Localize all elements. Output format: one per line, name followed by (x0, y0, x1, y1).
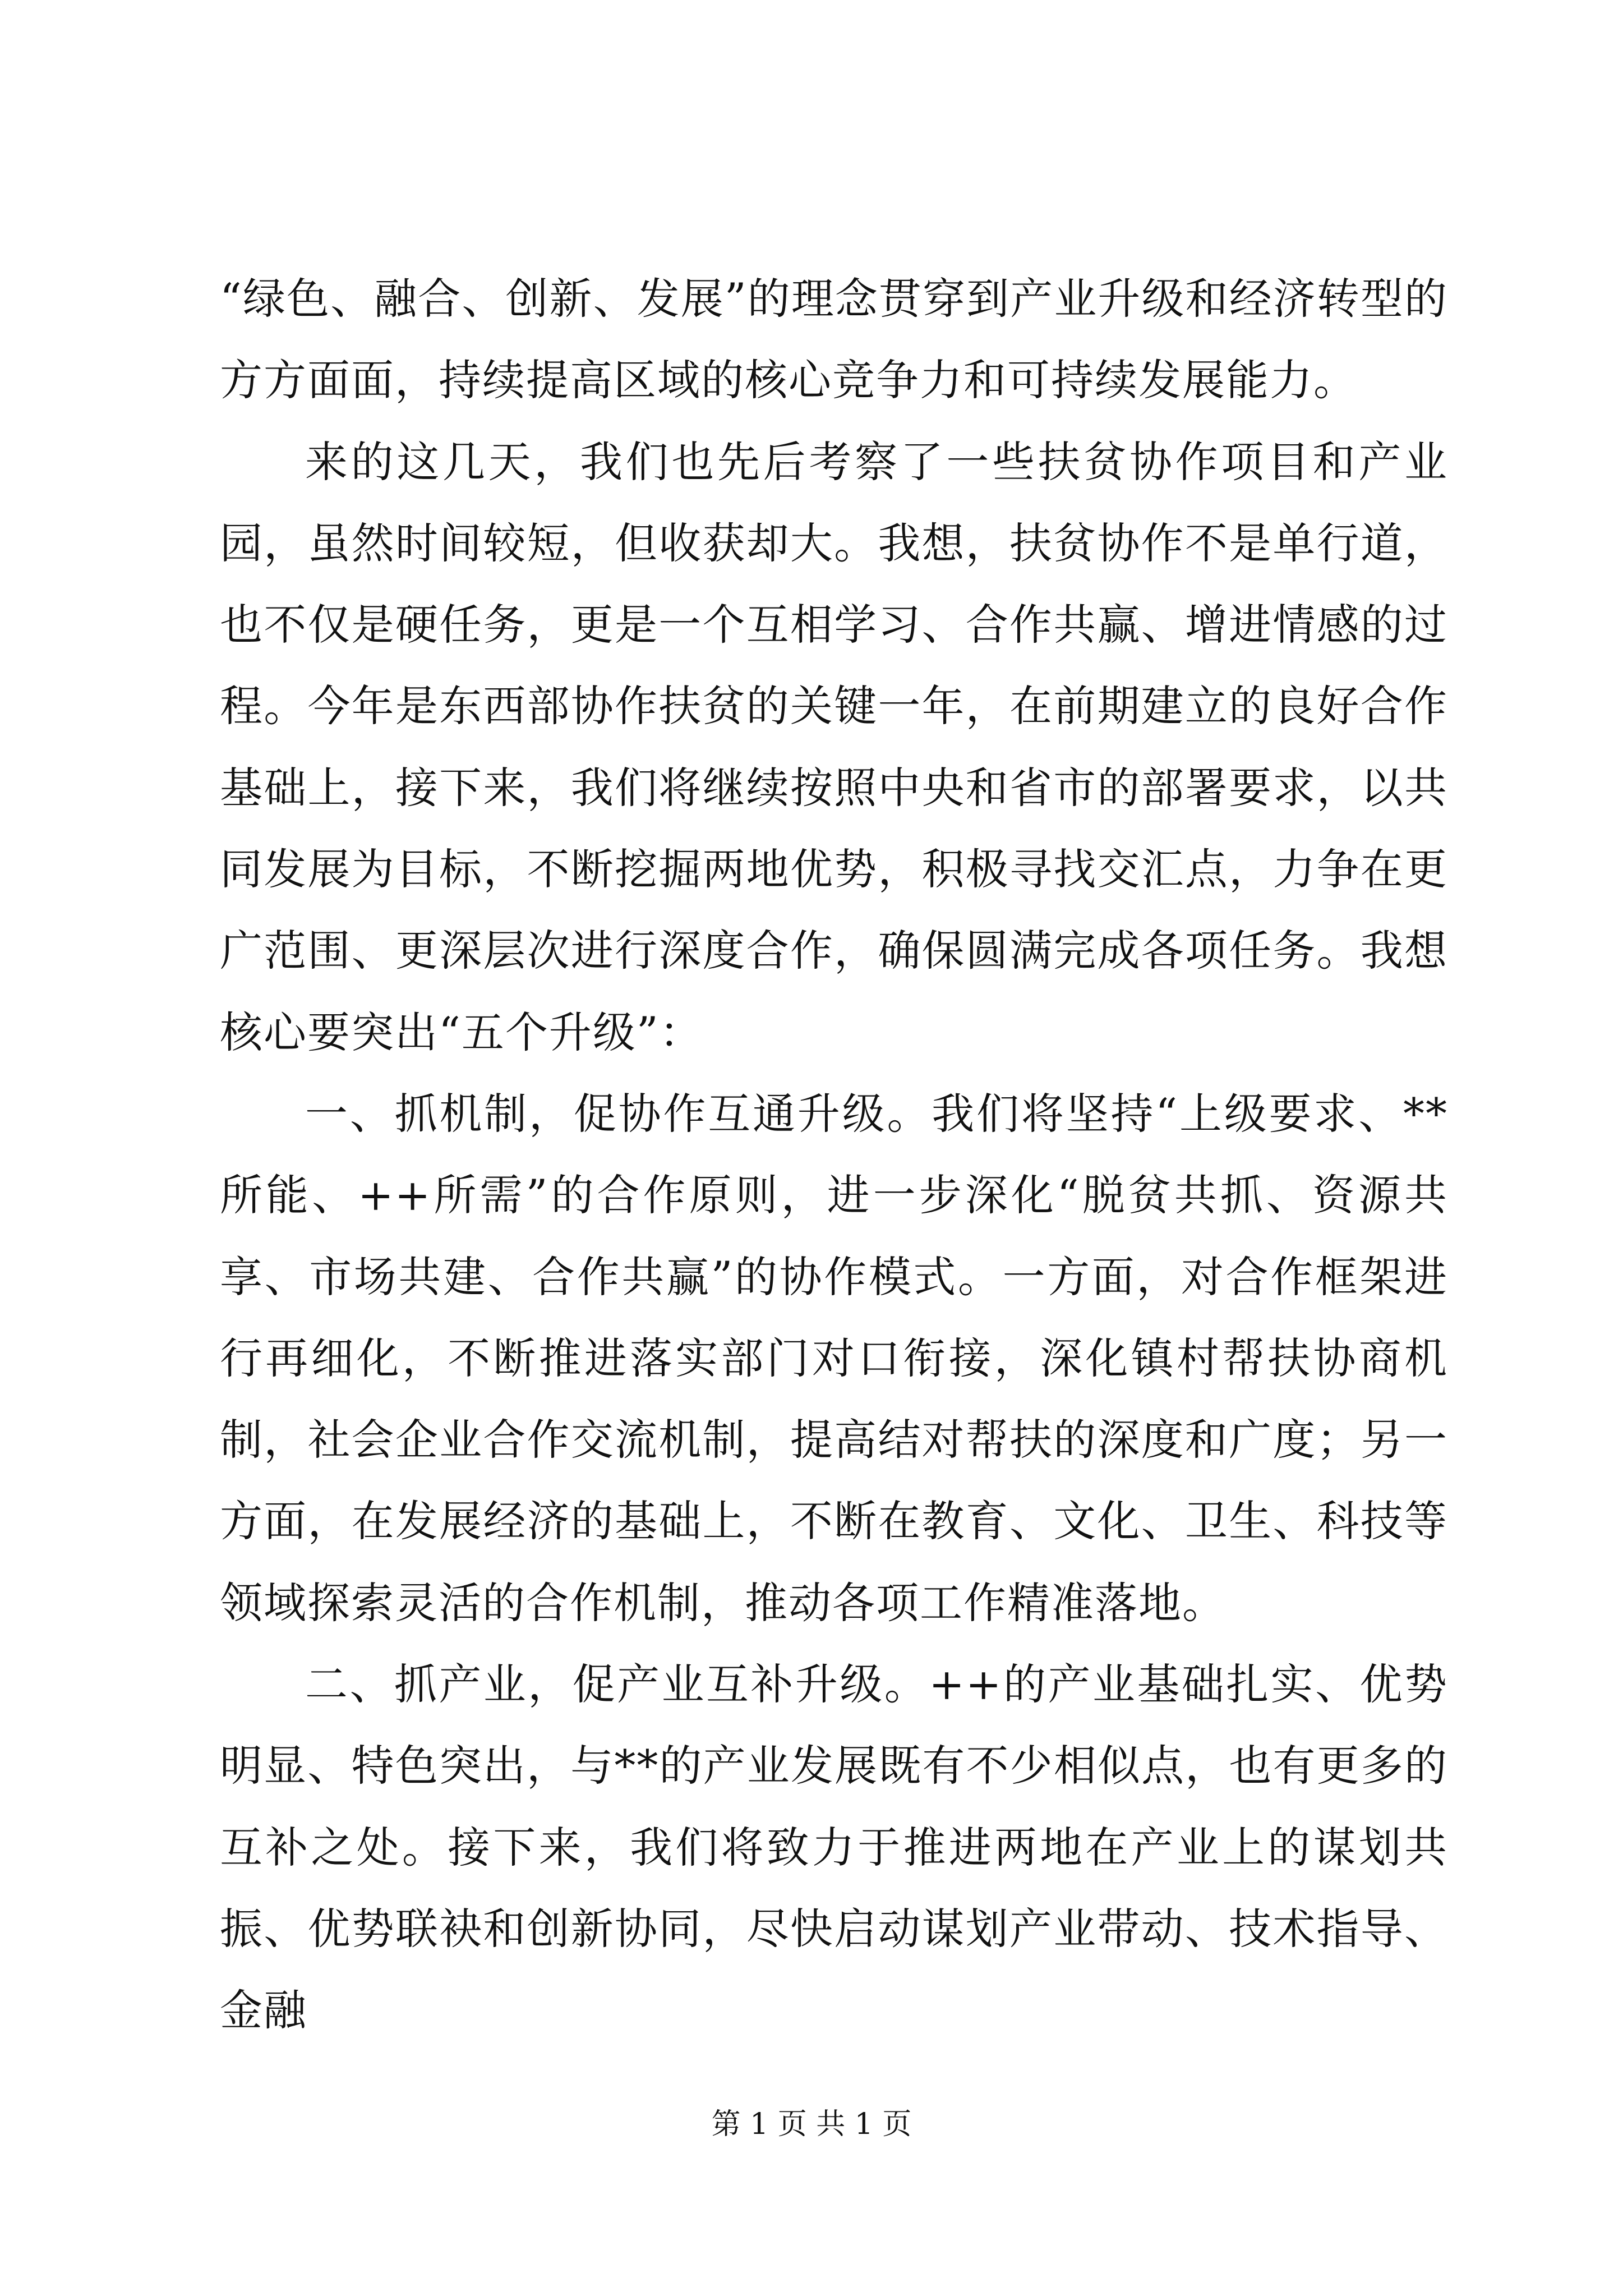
paragraph-1: “绿色、融合、创新、发展”的理念贯穿到产业升级和经济转型的方方面面，持续提高区域的核心竞争力和可持续发展能力。 (220, 274, 1448, 406)
paragraph-4: 二、抓产业，促产业互补升级。++的产业基础扎实、优势明显、特色突出，与**的产业发展既有不少相似点，也有更多的互补之处。接下来，我们将致力于推进两地在产业上的谋划共振、优势联袂和创新协同，尽快启动谋划产业带动、技术指导、金融 (220, 1659, 1448, 2036)
paragraph-3: 一、抓机制，促协作互通升级。我们将坚持“上级要求、**所能、++所需”的合作原则，进一步深化“脱贫共抓、资源共享、市场共建、合作共赢”的协作模式。一方面，对合作框架进行再细化，不断推进落实部门对口衔接，深化镇村帮扶协商机制，社会企业合作交流机制，提高结对帮扶的深度和广度；另一方面，在发展经济的基础上，不断在教育、文化、卫生、科技等领域探索灵活的合作机制，推动各项工作精准落地。 (220, 1088, 1448, 1628)
page-footer: 第 1 页 共 1 页 (711, 2108, 912, 2141)
paragraph-2: 来的这几天，我们也先后考察了一些扶贫协作项目和产业园，虽然时间较短，但收获却大。我想，扶贫协作不是单行道，也不仅是硬任务，更是一个互相学习、合作共赢、增进情感的过程。今年是东西部协作扶贫的关键一年，在前期建立的良好合作基础上，接下来，我们将继续按照中央和省市的部署要求，以共同发展为目标，不断挖掘两地优势，积极寻找交汇点，力争在更广范围、更深层次进行深度合作，确保圆满完成各项任务。我想核心要突出“五个升级”： (220, 436, 1448, 1057)
document-body (220, 258, 1448, 2051)
